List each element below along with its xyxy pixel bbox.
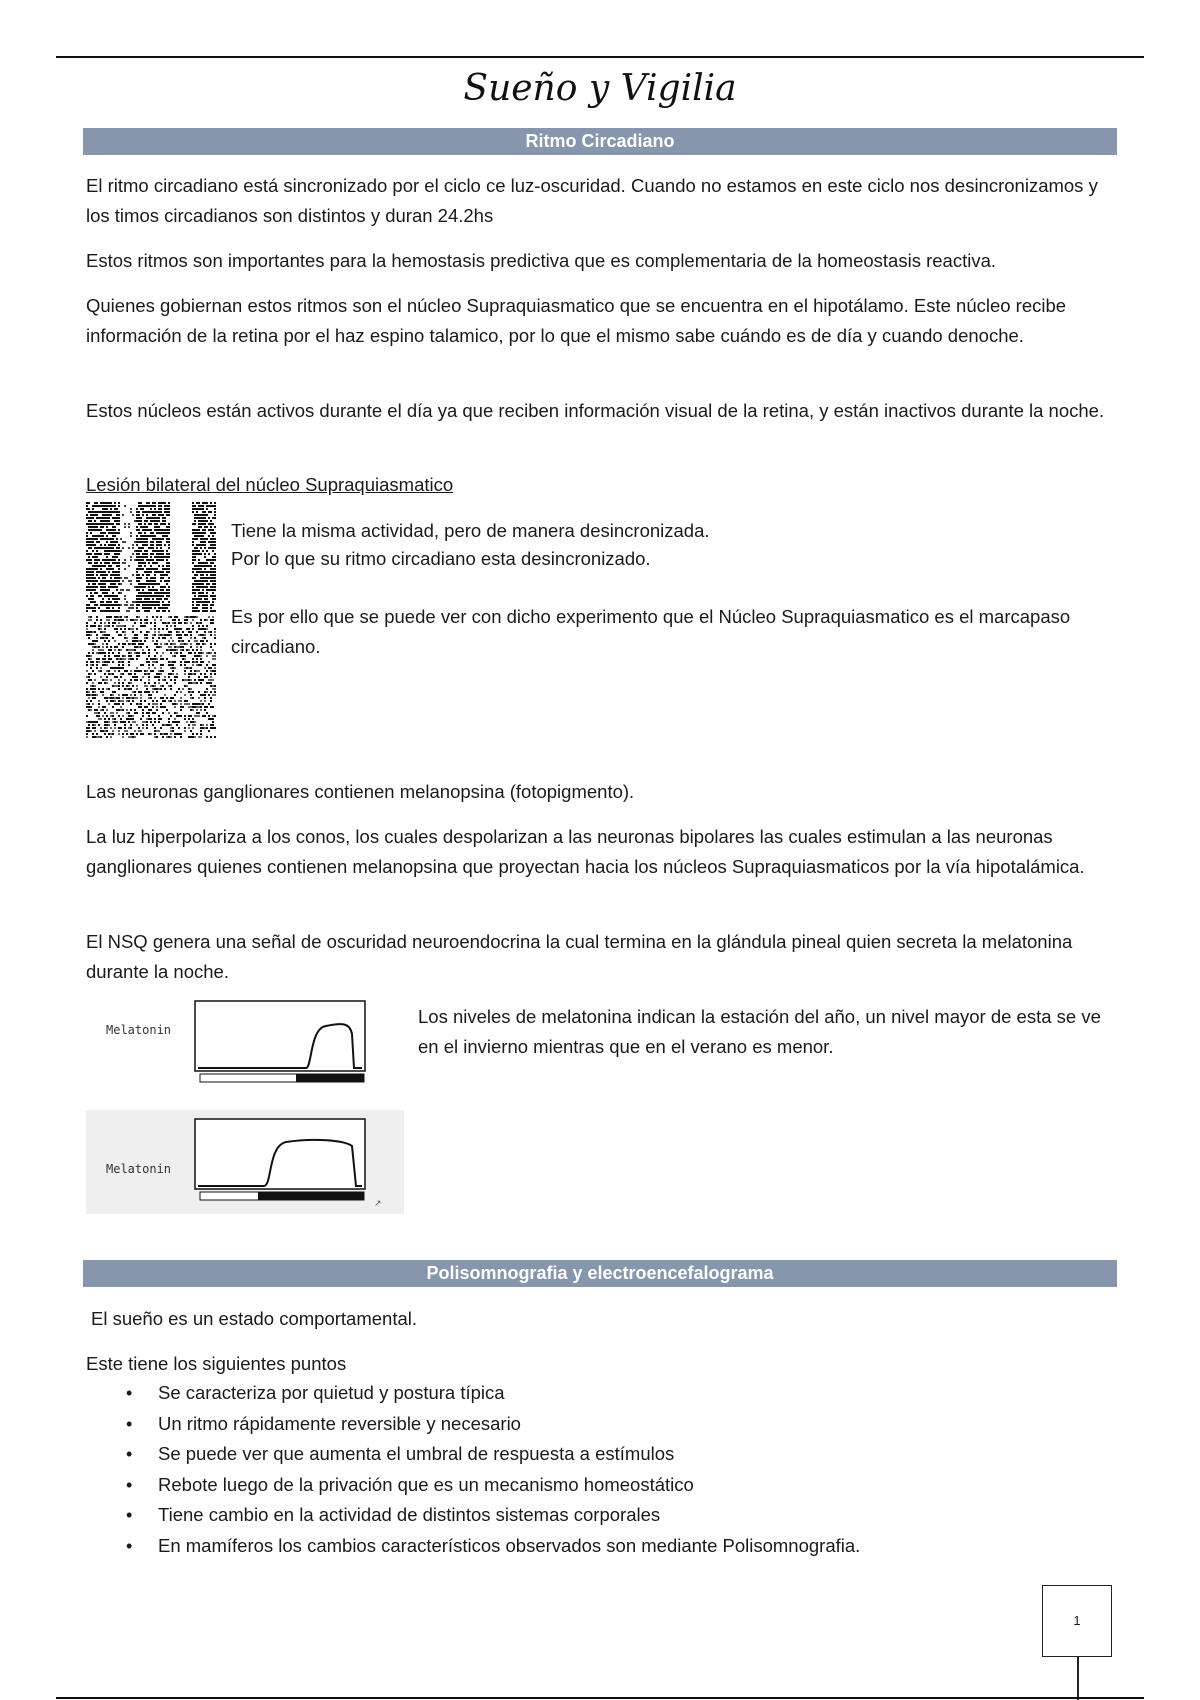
paragraph: Estos ritmos son importantes para la hemostasis predictiva que es complementaria de la homeostasis reactiva. xyxy=(86,250,997,271)
list-item xyxy=(86,1500,1116,1531)
paragraph: El NSQ genera una señal de oscuridad neuroendocrina la cual termina en la glándula pineal quien secreta la melatonina durante la noche. xyxy=(86,931,1073,982)
melatonin-text: Los niveles de melatonina indican la estación del año, un nivel mayor de esta se ve en el invierno mientras que en el verano es menor. xyxy=(418,1006,1101,1057)
paragraph: El ritmo circadiano está sincronizado por el ciclo ce luz-oscuridad. Cuando no estamos en este ciclo nos desincronizamos y los timos circadianos son distintos y duran 24.2hs xyxy=(86,175,1098,226)
bullet-list xyxy=(86,1378,1116,1561)
list-item xyxy=(86,1531,1116,1562)
melatonin-chart-winter xyxy=(86,1000,376,1092)
bullet-icon: • xyxy=(126,1474,133,1495)
list-item-text: En mamíferos los cambios característicos observados son mediante Polisomnografia. xyxy=(158,1534,861,1556)
list-item-text: Se puede ver que aumenta el umbral de respuesta a estímulos xyxy=(158,1443,675,1464)
list-item xyxy=(86,1409,1116,1440)
page-number-connector xyxy=(1077,1656,1079,1700)
melatonin-curve-summer xyxy=(194,1118,394,1210)
bullet-icon: • xyxy=(126,1413,133,1434)
lesion-line: Es por ello que se puede ver con dicho experimento que el Núcleo Supraquiasmatico es el marcapaso circadiano. xyxy=(231,606,1071,657)
melatonin-axis-label: Melatonin xyxy=(106,1023,172,1037)
list-item-text: Rebote luego de la privación que es un mecanismo homeostático xyxy=(158,1473,694,1495)
melatonin-axis-label: Melatonin xyxy=(106,1162,172,1176)
paragraph: Quienes gobiernan estos ritmos son el núcleo Supraquiasmatico que se encuentra en el hipotálamo. Este núcleo recibe información de la retina por el haz espino talamico, por lo que el mismo sabe cuándo es de día y cuando denoche. xyxy=(86,295,1067,346)
paragraph: Las neuronas ganglionares contienen melanopsina (fotopigmento). xyxy=(86,781,635,802)
section-heading-polisomnografia: Polisomnografia y electroencefalograma xyxy=(83,1260,1117,1287)
paragraph: El sueño es un estado comportamental. xyxy=(91,1308,417,1329)
actogram-image xyxy=(86,502,216,738)
list-item-text: Se caracteriza por quietud y postura típica xyxy=(158,1382,505,1403)
melatonin-curve-winter xyxy=(194,1000,376,1092)
lesion-line: Por lo que su ritmo circadiano esta desincronizado. xyxy=(231,548,651,569)
list-item xyxy=(86,1470,1116,1501)
page-number: 1 xyxy=(1042,1585,1112,1657)
bullet-icon: • xyxy=(126,1505,133,1525)
lesion-heading: Lesión bilateral del núcleo Supraquiasmatico xyxy=(86,474,454,495)
lesion-line: Tiene la misma actividad, pero de manera desincronizada. xyxy=(231,520,710,541)
bullet-icon: • xyxy=(126,1535,133,1556)
list-item-text: Tiene cambio en la actividad de distintos sistemas corporales xyxy=(158,1504,661,1525)
top-rule xyxy=(56,56,1144,58)
paragraph: Estos núcleos están activos durante el día ya que reciben información visual de la retina, y están inactivos durante la noche. xyxy=(86,400,1105,421)
list-item xyxy=(86,1378,1116,1409)
list-item-text: Un ritmo rápidamente reversible y necesario xyxy=(158,1412,521,1434)
paragraph: La luz hiperpolariza a los conos, los cuales despolarizan a las neuronas bipolares las cuales estimulan a las neuronas ganglionares quienes contienen melanopsina que proyectan hacia los núcleos Supraquiasmaticos por la vía hipotalámica. xyxy=(86,826,1085,877)
bottom-rule xyxy=(56,1697,1144,1699)
bullet-icon: • xyxy=(126,1444,133,1464)
section-heading-ritmo: Ritmo Circadiano xyxy=(83,128,1117,155)
melatonin-chart-summer xyxy=(86,1110,404,1214)
list-item xyxy=(86,1439,1116,1470)
list-intro: Este tiene los siguientes puntos xyxy=(86,1353,347,1374)
bullet-icon: • xyxy=(126,1383,133,1403)
page-title: Sueño y Vigilia xyxy=(463,68,737,109)
svg-text:↗: ↗ xyxy=(374,1199,382,1209)
